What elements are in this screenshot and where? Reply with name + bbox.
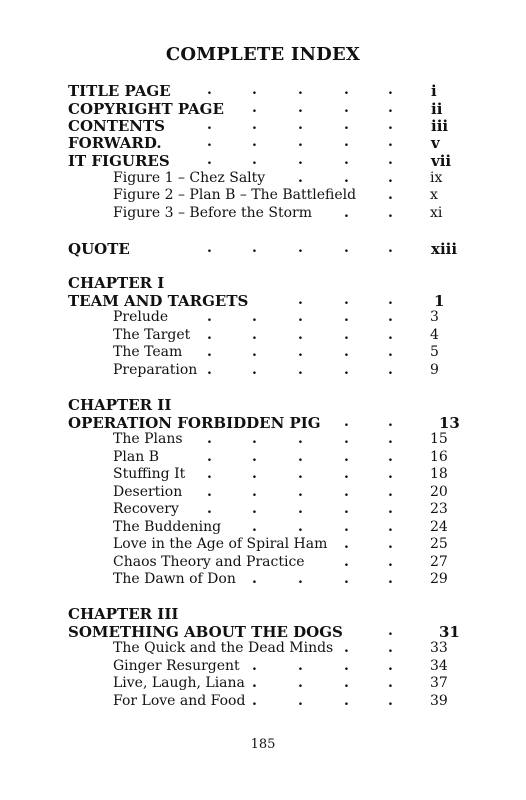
entry-page-number: 27 (430, 554, 448, 570)
entry-page-number: 16 (430, 449, 448, 465)
entry-label: TEAM AND TARGETS (68, 292, 249, 310)
leader-dot: . (388, 693, 393, 709)
leader-dot: . (388, 292, 393, 308)
leader-dot: . (388, 519, 393, 535)
entry-page-number: iii (431, 117, 449, 135)
entry-label: Ginger Resurgent (113, 658, 240, 674)
entry-label: For Love and Food (113, 693, 246, 709)
entry-label: The Team (113, 344, 183, 360)
leader-dot: . (298, 571, 303, 587)
entry-label: Stuffing It (113, 466, 186, 482)
leader-dot: . (252, 501, 257, 517)
leader-dot: . (344, 152, 349, 168)
leader-dot: . (344, 675, 349, 691)
leader-dot: . (252, 431, 257, 447)
entry-label: Plan B (113, 449, 159, 465)
leader-dot: . (388, 240, 393, 256)
leader-dot: . (252, 240, 257, 256)
leader-dot: . (344, 292, 349, 308)
leader-dot: . (388, 205, 393, 221)
entry-label: Prelude (113, 309, 169, 325)
entry-page-number: vii (431, 152, 452, 170)
entry-page-number: 25 (430, 536, 448, 552)
leader-dot: . (344, 100, 349, 116)
index-entry-sub (0, 309, 526, 327)
leader-dot: . (388, 117, 393, 133)
leader-dot: . (388, 134, 393, 150)
leader-dot: . (344, 466, 349, 482)
leader-dot: . (388, 571, 393, 587)
entry-page-number: 39 (430, 693, 448, 709)
index-entry-sub (0, 658, 526, 676)
leader-dot: . (388, 152, 393, 168)
leader-dot: . (252, 100, 257, 116)
entry-label: IT FIGURES (68, 152, 170, 170)
leader-dot: . (388, 100, 393, 116)
leader-dot: . (207, 82, 212, 98)
leader-dot: . (252, 484, 257, 500)
leader-dot: . (344, 693, 349, 709)
entry-label: CHAPTER I (68, 274, 165, 292)
leader-dot: . (207, 327, 212, 343)
entry-label: CHAPTER II (68, 396, 172, 414)
index-entry-sub (0, 554, 526, 572)
index-entry-sub (0, 536, 526, 554)
leader-dot: . (344, 571, 349, 587)
index-entry-sub (0, 362, 526, 380)
leader-dot: . (252, 519, 257, 535)
leader-dot: . (252, 658, 257, 674)
index-entry-sub (0, 205, 526, 223)
leader-dot: . (388, 623, 393, 639)
leader-dot: . (298, 431, 303, 447)
leader-dot: . (298, 362, 303, 378)
leader-dot: . (298, 327, 303, 343)
entry-label: The Plans (113, 431, 183, 447)
entry-page-number: 4 (430, 327, 439, 343)
leader-dot: . (207, 449, 212, 465)
leader-dot: . (298, 658, 303, 674)
page-title: COMPLETE INDEX (165, 44, 361, 65)
index-entry-major (0, 117, 526, 135)
entry-page-number: x (430, 187, 438, 203)
entry-page-number: 9 (430, 362, 439, 378)
leader-dot: . (252, 344, 257, 360)
entry-page-number: 3 (430, 309, 439, 325)
leader-dot: . (207, 309, 212, 325)
leader-dot: . (298, 484, 303, 500)
entry-label: Figure 3 – Before the Storm (113, 205, 313, 221)
leader-dot: . (344, 431, 349, 447)
leader-dot: . (207, 344, 212, 360)
leader-dot: . (298, 292, 303, 308)
entry-page-number: 15 (430, 431, 448, 447)
entry-page-number: 31 (439, 623, 460, 641)
leader-dot: . (207, 134, 212, 150)
leader-dot: . (298, 449, 303, 465)
leader-dot: . (207, 152, 212, 168)
index-entry-sub (0, 571, 526, 589)
entry-label: Love in the Age of Spiral Ham (113, 536, 328, 552)
leader-dot: . (388, 554, 393, 570)
leader-dot: . (298, 170, 303, 186)
index-entry-major (0, 605, 526, 623)
index-entry-sub (0, 187, 526, 205)
entry-label: Desertion (113, 484, 183, 500)
leader-dot: . (344, 362, 349, 378)
page-number: 185 (250, 737, 276, 752)
leader-dot: . (252, 362, 257, 378)
entry-label: CHAPTER III (68, 605, 179, 623)
leader-dot: . (298, 501, 303, 517)
leader-dot: . (344, 501, 349, 517)
index-entry-sub (0, 466, 526, 484)
leader-dot: . (388, 466, 393, 482)
leader-dot: . (207, 501, 212, 517)
index-entry-sub (0, 501, 526, 519)
leader-dot: . (388, 501, 393, 517)
leader-dot: . (207, 117, 212, 133)
index-entry-sub (0, 484, 526, 502)
leader-dot: . (207, 484, 212, 500)
leader-dot: . (252, 82, 257, 98)
entry-page-number: 24 (430, 519, 448, 535)
index-entry-major (0, 396, 526, 414)
entry-label: FORWARD. (68, 134, 162, 152)
leader-dot: . (252, 571, 257, 587)
leader-dot: . (344, 658, 349, 674)
index-entry-sub (0, 693, 526, 711)
index-entry-major (0, 240, 526, 258)
leader-dot: . (207, 431, 212, 447)
entry-page-number: i (431, 82, 437, 100)
entry-page-number: ii (431, 100, 443, 118)
leader-dot: . (344, 554, 349, 570)
leader-dot: . (344, 327, 349, 343)
entry-label: TITLE PAGE (68, 82, 171, 100)
index-entry-major (0, 414, 526, 432)
index-entry-sub (0, 344, 526, 362)
leader-dot: . (344, 640, 349, 656)
leader-dot: . (388, 449, 393, 465)
entry-page-number: xi (430, 205, 443, 221)
leader-dot: . (344, 170, 349, 186)
leader-dot: . (388, 362, 393, 378)
leader-dot: . (252, 327, 257, 343)
entry-page-number: 5 (430, 344, 439, 360)
entry-page-number: 23 (430, 501, 448, 517)
entry-label: Live, Laugh, Liana (113, 675, 245, 691)
leader-dot: . (388, 344, 393, 360)
index-entry-major (0, 100, 526, 118)
index-entry-sub (0, 640, 526, 658)
leader-dot: . (298, 82, 303, 98)
leader-dot: . (344, 519, 349, 535)
index-entry-major (0, 152, 526, 170)
leader-dot: . (298, 344, 303, 360)
entry-label: Preparation (113, 362, 198, 378)
leader-dot: . (388, 327, 393, 343)
index-entry-major (0, 623, 526, 641)
leader-dot: . (298, 466, 303, 482)
index-entry-major (0, 292, 526, 310)
entry-label: SOMETHING ABOUT THE DOGS (68, 623, 343, 641)
entry-label: Recovery (113, 501, 179, 517)
index-entry-major (0, 274, 526, 292)
entry-page-number: 34 (430, 658, 448, 674)
leader-dot: . (298, 693, 303, 709)
entry-page-number: 20 (430, 484, 448, 500)
leader-dot: . (344, 449, 349, 465)
leader-dot: . (207, 362, 212, 378)
leader-dot: . (344, 240, 349, 256)
leader-dot: . (388, 640, 393, 656)
entry-label: The Quick and the Dead Minds (113, 640, 334, 656)
leader-dot: . (388, 187, 393, 203)
leader-dot: . (252, 117, 257, 133)
index-entry-sub (0, 675, 526, 693)
index-entry-major (0, 134, 526, 152)
leader-dot: . (388, 170, 393, 186)
leader-dot: . (344, 484, 349, 500)
leader-dot: . (388, 675, 393, 691)
leader-dot: . (388, 309, 393, 325)
leader-dot: . (298, 152, 303, 168)
entry-label: OPERATION FORBIDDEN PIG (68, 414, 321, 432)
entry-page-number: 13 (439, 414, 460, 432)
leader-dot: . (344, 117, 349, 133)
leader-dot: . (344, 82, 349, 98)
leader-dot: . (344, 205, 349, 221)
entry-label: COPYRIGHT PAGE (68, 100, 224, 118)
index-entry-major (0, 82, 526, 100)
leader-dot: . (252, 309, 257, 325)
entry-label: CONTENTS (68, 117, 166, 135)
leader-dot: . (388, 536, 393, 552)
leader-dot: . (388, 484, 393, 500)
leader-dot: . (252, 466, 257, 482)
entry-page-number: v (431, 134, 440, 152)
leader-dot: . (252, 134, 257, 150)
leader-dot: . (207, 240, 212, 256)
leader-dot: . (298, 240, 303, 256)
leader-dot: . (344, 134, 349, 150)
index-entry-sub (0, 519, 526, 537)
index-entry-sub (0, 431, 526, 449)
leader-dot: . (298, 519, 303, 535)
entry-label: The Target (113, 327, 191, 343)
entry-page-number: 18 (430, 466, 448, 482)
leader-dot: . (388, 82, 393, 98)
leader-dot: . (298, 100, 303, 116)
index-entry-sub (0, 170, 526, 188)
leader-dot: . (298, 309, 303, 325)
entry-page-number: 37 (430, 675, 448, 691)
entry-page-number: 1 (434, 292, 445, 310)
entry-label: The Buddening (113, 519, 222, 535)
entry-page-number: 33 (430, 640, 448, 656)
entry-label: The Dawn of Don (113, 571, 236, 587)
entry-label: Chaos Theory and Practice (113, 554, 305, 570)
entry-page-number: xiii (431, 240, 458, 258)
leader-dot: . (388, 431, 393, 447)
leader-dot: . (344, 536, 349, 552)
entry-page-number: ix (430, 170, 443, 186)
leader-dot: . (252, 152, 257, 168)
leader-dot: . (252, 449, 257, 465)
leader-dot: . (298, 675, 303, 691)
leader-dot: . (344, 414, 349, 430)
leader-dot: . (252, 693, 257, 709)
leader-dot: . (388, 414, 393, 430)
leader-dot: . (344, 344, 349, 360)
index-entry-sub (0, 449, 526, 467)
leader-dot: . (298, 134, 303, 150)
leader-dot: . (388, 658, 393, 674)
leader-dot: . (252, 675, 257, 691)
leader-dot: . (207, 466, 212, 482)
index-entry-sub (0, 327, 526, 345)
entry-label: QUOTE (68, 240, 130, 258)
leader-dot: . (344, 309, 349, 325)
entry-page-number: 29 (430, 571, 448, 587)
entry-label: Figure 2 – Plan B – The Battlefield (113, 187, 357, 203)
entry-label: Figure 1 – Chez Salty (113, 170, 266, 186)
leader-dot: . (298, 117, 303, 133)
